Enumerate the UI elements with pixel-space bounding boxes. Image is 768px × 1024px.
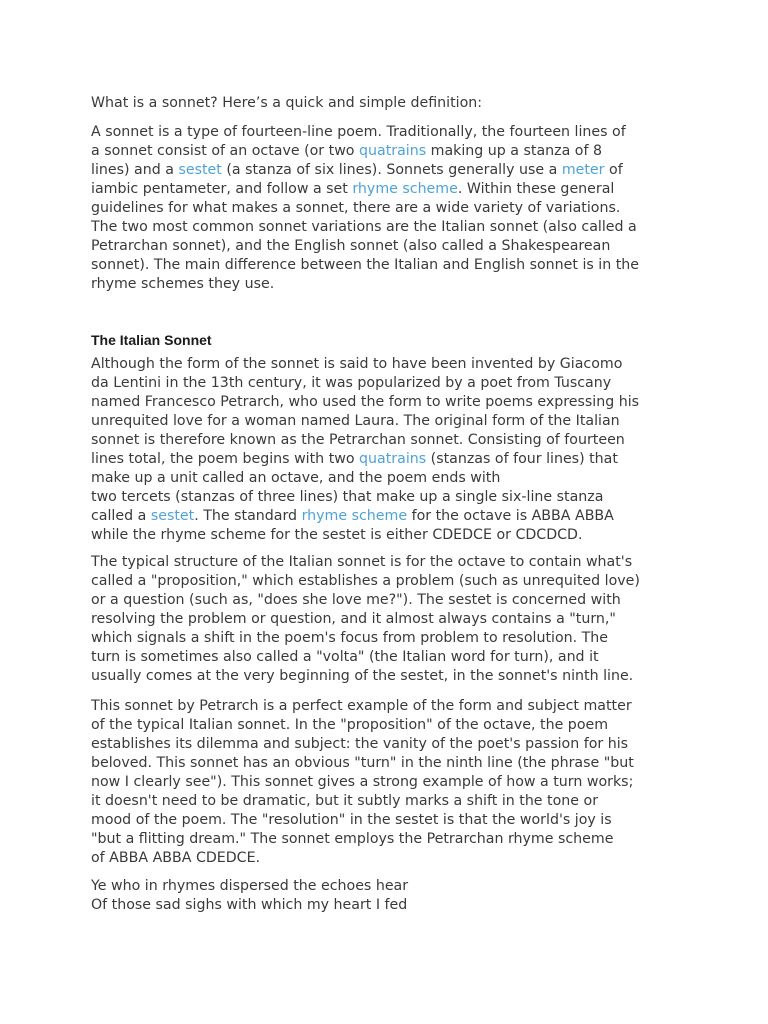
text-run: it doesn't need to be dramatic, but it subtly marks a shift in the tone or [91, 793, 599, 809]
p3-line [91, 591, 691, 610]
text-run: guidelines for what makes a sonnet, there are a wide variety of variations. [91, 200, 621, 216]
p2-line [91, 450, 691, 469]
intro-paragraph [91, 94, 691, 113]
section-heading: The Italian Sonnet [91, 332, 212, 348]
text-run: called a [91, 508, 151, 524]
text-run: rhyme schemes they use. [91, 276, 275, 292]
p2-line [91, 507, 691, 526]
glossary-link-quatrains[interactable]: quatrains [359, 451, 427, 467]
poem-excerpt [91, 877, 691, 915]
text-run: or a question (such as, "does she love me?"). The sestet is concerned with [91, 592, 621, 608]
p1-line [91, 275, 691, 294]
text-run: making up a stanza of 8 [426, 143, 603, 159]
text-run: for the octave is ABBA ABBA [407, 508, 614, 524]
text-run: The typical structure of the Italian sonnet is for the octave to contain what's [91, 554, 633, 570]
text-run: . The standard [194, 508, 302, 524]
p2-line [91, 393, 691, 412]
glossary-link-rhyme-scheme[interactable]: rhyme scheme [352, 181, 458, 197]
text-run: a sonnet consist of an octave (or two [91, 143, 359, 159]
p4-line [91, 811, 691, 830]
text-run: (a stanza of six lines). Sonnets generally use a [221, 162, 562, 178]
text-run: Of those sad sighs with which my heart I fed [91, 897, 408, 913]
text-run: turn is sometimes also called a "volta" (the Italian word for turn), and it [91, 649, 599, 665]
text-run: beloved. This sonnet has an obvious "turn" in the ninth line (the phrase "but [91, 755, 634, 771]
text-run: now I clearly see"). This sonnet gives a strong example of how a turn works; [91, 774, 634, 790]
glossary-link-rhyme-scheme[interactable]: rhyme scheme [301, 508, 408, 524]
p4-line [91, 830, 691, 849]
poem-line [91, 877, 691, 896]
text-run: sonnet). The main difference between the Italian and English sonnet is in the [91, 257, 640, 273]
text-run: This sonnet by Petrarch is a perfect example of the form and subject matter [91, 698, 632, 714]
poem-line [91, 896, 691, 915]
p2-line [91, 374, 691, 393]
text-run: called a "proposition," which establishes a problem (such as unrequited love) [91, 573, 640, 589]
p3-line [91, 553, 691, 572]
p2-line [91, 488, 691, 507]
italian-sonnet-history-paragraph [91, 355, 691, 545]
p1-line [91, 180, 691, 199]
text-run: unrequited love for a woman named Laura. The original form of the Italian [91, 413, 620, 429]
p3-line [91, 610, 691, 629]
text-run: usually comes at the very beginning of the sestet, in the sonnet's ninth line. [91, 668, 634, 684]
text-run: (stanzas of four lines) that [426, 451, 618, 467]
glossary-link-quatrains[interactable]: quatrains [359, 143, 427, 159]
text-run: da Lentini in the 13th century, it was popularized by a poet from Tuscany [91, 375, 612, 391]
text-run: The two most common sonnet variations are the Italian sonnet (also called a [91, 219, 637, 235]
p4-line [91, 735, 691, 754]
text-run: mood of the poem. The "resolution" in the sestet is that the world's joy is [91, 812, 612, 828]
text-run: named Francesco Petrarch, who used the form to write poems expressing his [91, 394, 640, 410]
text-run: resolving the problem or question, and it almost always contains a "turn," [91, 611, 616, 627]
p1-line [91, 199, 691, 218]
text-run: . Within these general [457, 181, 615, 197]
p3-line [91, 667, 691, 686]
text-run: establishes its dilemma and subject: the vanity of the poet's passion for his [91, 736, 629, 752]
p1-line [91, 218, 691, 237]
p1-line [91, 237, 691, 256]
text-run: Ye who in rhymes dispersed the echoes hear [91, 878, 409, 894]
p2-line [91, 431, 691, 450]
p2-line [91, 355, 691, 374]
intro-line: What is a sonnet? Here’s a quick and simple definition: [91, 95, 483, 111]
glossary-link-sestet[interactable]: sestet [178, 162, 222, 178]
text-run: A sonnet is a type of fourteen-line poem. Traditionally, the fourteen lines of [91, 124, 626, 140]
text-run: two tercets (stanzas of three lines) that make up a single six-line stanza [91, 489, 604, 505]
text-run: Petrarchan sonnet), and the English sonnet (also called a Shakespearean [91, 238, 611, 254]
p4-line [91, 754, 691, 773]
text-run: of [604, 162, 623, 178]
italian-sonnet-structure-paragraph [91, 553, 691, 686]
text-run: of the typical Italian sonnet. In the "proposition" of the octave, the poem [91, 717, 609, 733]
text-run: lines) and a [91, 162, 179, 178]
text-run: which signals a shift in the poem's focus from problem to resolution. The [91, 630, 609, 646]
text-run: Although the form of the sonnet is said to have been invented by Giacomo [91, 356, 623, 372]
petrarch-example-paragraph [91, 697, 691, 868]
text-run: sonnet is therefore known as the Petrarchan sonnet. Consisting of fourteen [91, 432, 625, 448]
text-run: while the rhyme scheme for the sestet is either CDEDCE or CDCDCD. [91, 527, 583, 543]
glossary-link-sestet[interactable]: sestet [150, 508, 195, 524]
p1-line [91, 142, 691, 161]
p1-line [91, 161, 691, 180]
text-run: iambic pentameter, and follow a set [91, 181, 353, 197]
definition-paragraph [91, 123, 691, 294]
p4-line [91, 697, 691, 716]
text-run: "but a flitting dream." The sonnet employs the Petrarchan rhyme scheme [91, 831, 614, 847]
text-run: lines total, the poem begins with two [91, 451, 360, 467]
p2-line [91, 412, 691, 431]
p2-line [91, 526, 691, 545]
p1-line [91, 123, 691, 142]
p2-line [91, 469, 691, 488]
text-run: make up a unit called an octave, and the poem ends with [91, 470, 501, 486]
p4-line [91, 773, 691, 792]
p3-line [91, 648, 691, 667]
p3-line [91, 629, 691, 648]
p1-line [91, 256, 691, 275]
p4-line [91, 792, 691, 811]
text-run: of ABBA ABBA CDEDCE. [91, 850, 261, 866]
p4-line [91, 716, 691, 735]
p3-line [91, 572, 691, 591]
glossary-link-meter[interactable]: meter [561, 162, 605, 178]
p4-line [91, 849, 691, 868]
